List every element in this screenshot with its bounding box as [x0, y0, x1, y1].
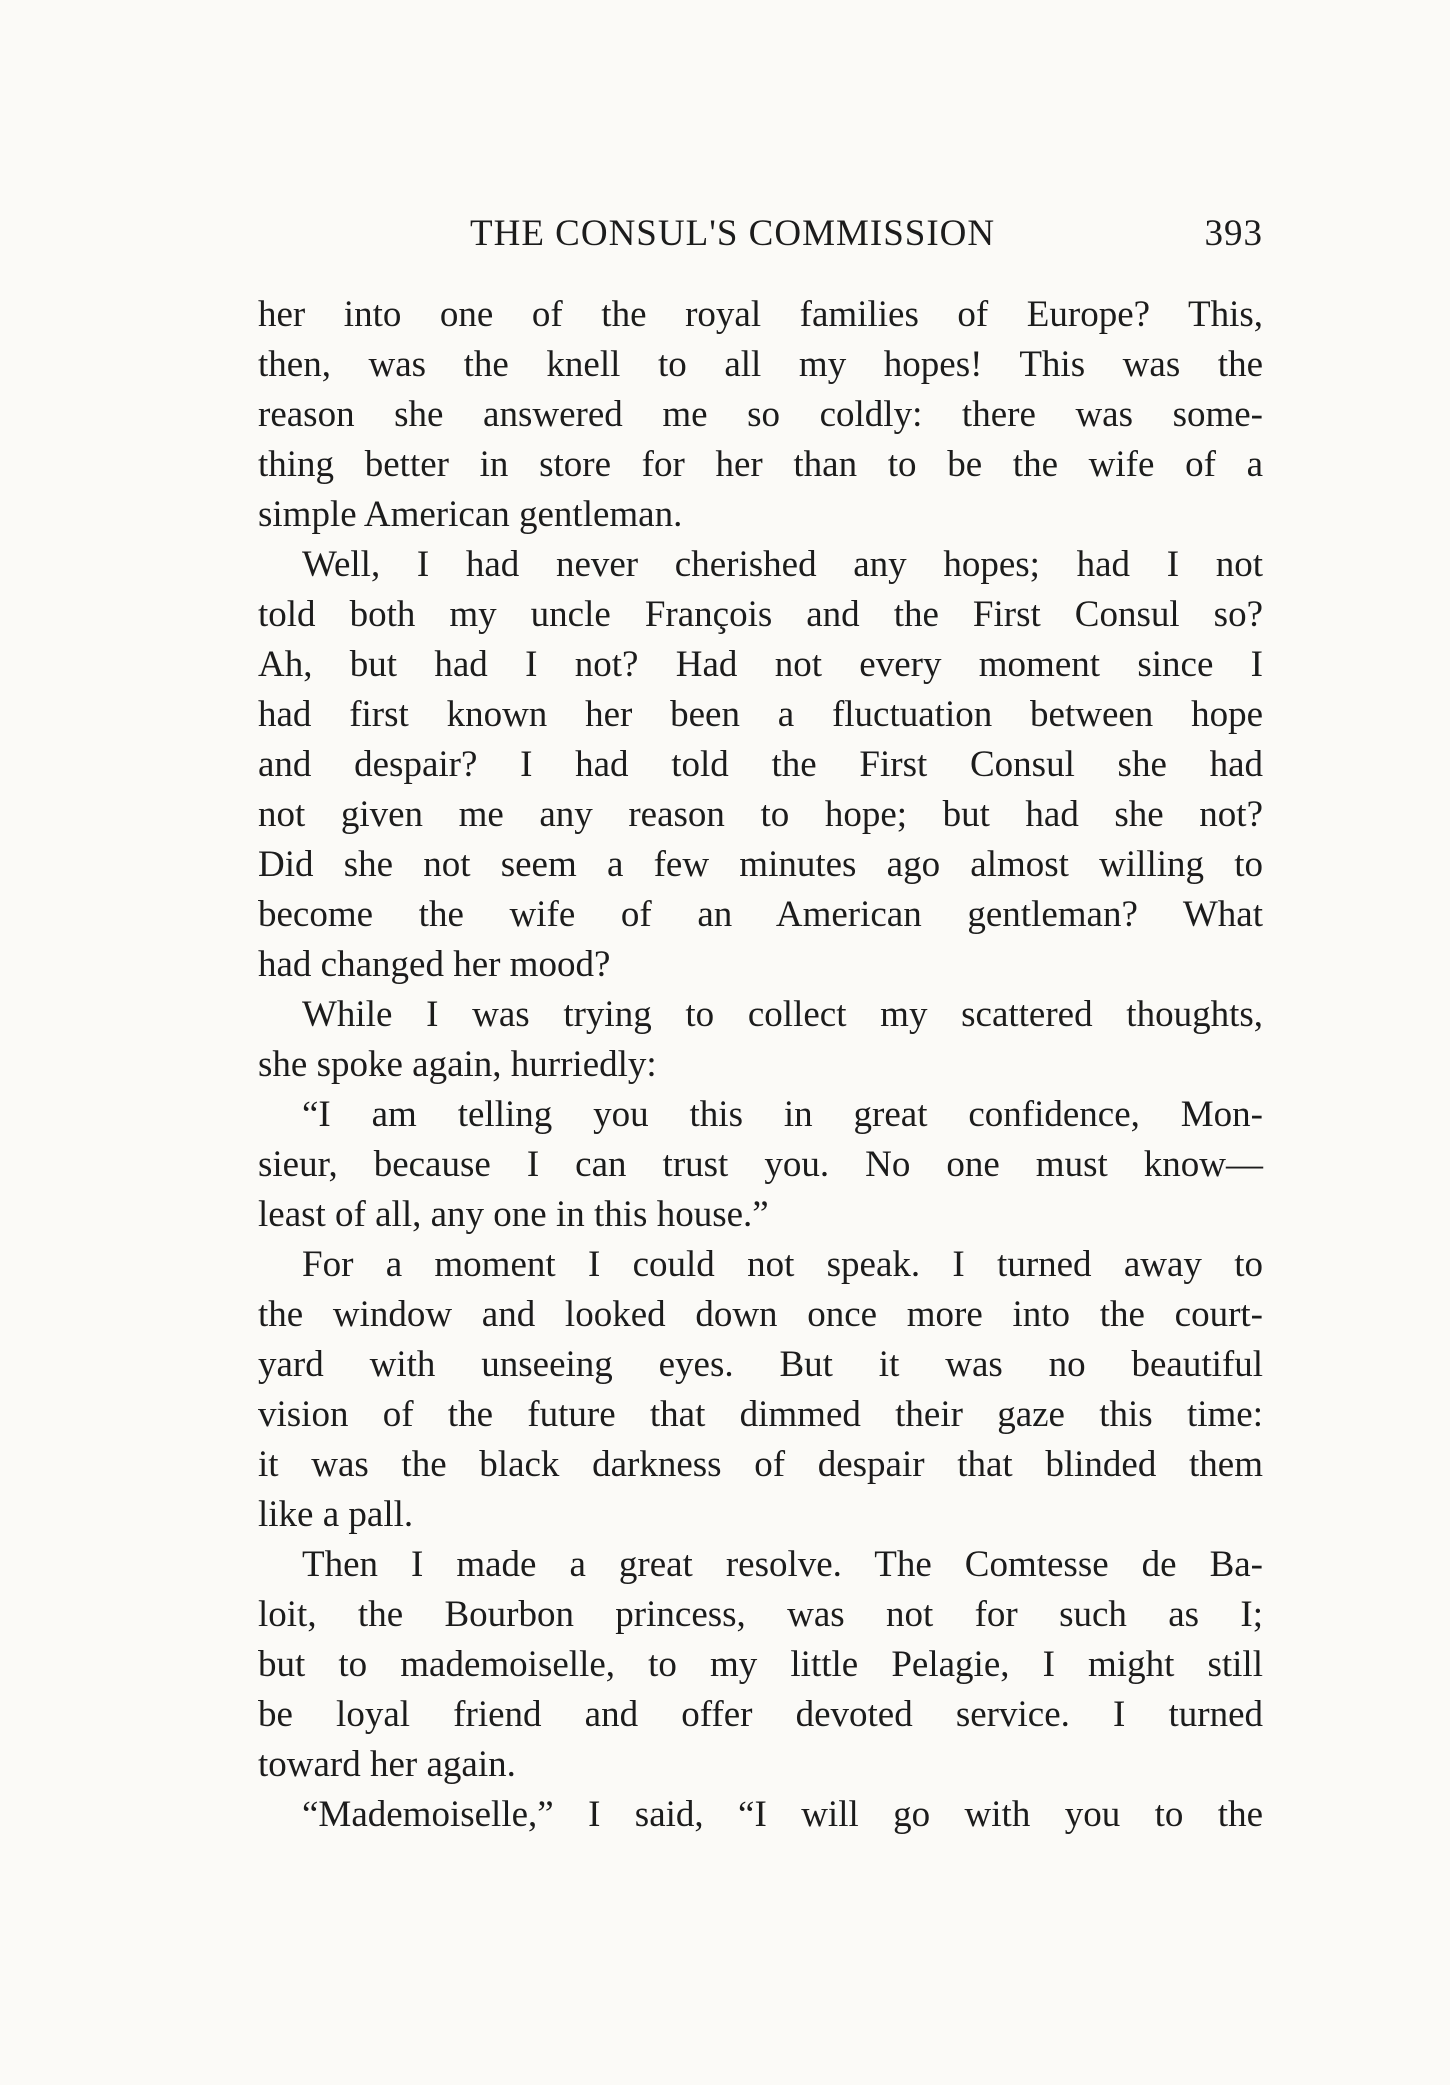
text-line: For a moment I could not speak. I turned away to — [302, 1244, 1263, 1285]
text-line: be loyal friend and offer devoted service. I turned — [258, 1694, 1263, 1735]
text-line: but to mademoiselle, to my little Pelagie, I might still — [258, 1644, 1263, 1685]
running-title: THE CONSUL'S COMMISSION — [470, 213, 996, 254]
text-line: like a pall. — [258, 1494, 414, 1535]
text-line: Well, I had never cherished any hopes; had I not — [302, 544, 1263, 585]
text-line: told both my uncle François and the First Consul so? — [258, 594, 1263, 635]
text-line: she spoke again, hurriedly: — [258, 1044, 657, 1085]
text-line: thing better in store for her than to be the wife of a — [258, 444, 1263, 485]
text-line: had changed her mood? — [258, 944, 611, 985]
body-text — [258, 290, 1263, 1840]
text-line: become the wife of an American gentleman? What — [258, 894, 1263, 935]
text-line: reason she answered me so coldly: there was some- — [258, 394, 1263, 435]
text-line: Then I made a great resolve. The Comtesse de Ba- — [302, 1544, 1263, 1585]
text-line: yard with unseeing eyes. But it was no beautiful — [258, 1344, 1263, 1385]
text-line: “Mademoiselle,” I said, “I will go with you to the — [302, 1794, 1263, 1835]
text-line: the window and looked down once more into the court- — [258, 1294, 1263, 1335]
text-line: not given me any reason to hope; but had she not? — [258, 794, 1263, 835]
text-line: sieur, because I can trust you. No one must know— — [258, 1144, 1263, 1185]
text-line: Ah, but had I not? Had not every moment since I — [258, 644, 1263, 685]
text-line: “I am telling you this in great confidence, Mon- — [302, 1094, 1263, 1135]
running-header — [258, 212, 1263, 262]
text-line: vision of the future that dimmed their gaze this time: — [258, 1394, 1263, 1435]
page-number: 393 — [1204, 213, 1263, 254]
text-line: simple American gentleman. — [258, 494, 683, 535]
text-line: had first known her been a fluctuation between hope — [258, 694, 1263, 735]
text-line: then, was the knell to all my hopes! This was the — [258, 344, 1263, 385]
text-line: toward her again. — [258, 1744, 516, 1785]
text-line: loit, the Bourbon princess, was not for such as I; — [258, 1594, 1263, 1635]
text-line: and despair? I had told the First Consul she had — [258, 744, 1263, 785]
text-line: Did she not seem a few minutes ago almost willing to — [258, 844, 1263, 885]
text-line: least of all, any one in this house.” — [258, 1194, 769, 1235]
text-line: her into one of the royal families of Europe? This, — [258, 294, 1263, 335]
text-line: While I was trying to collect my scattered thoughts, — [302, 994, 1263, 1035]
text-line: it was the black darkness of despair that blinded them — [258, 1444, 1263, 1485]
